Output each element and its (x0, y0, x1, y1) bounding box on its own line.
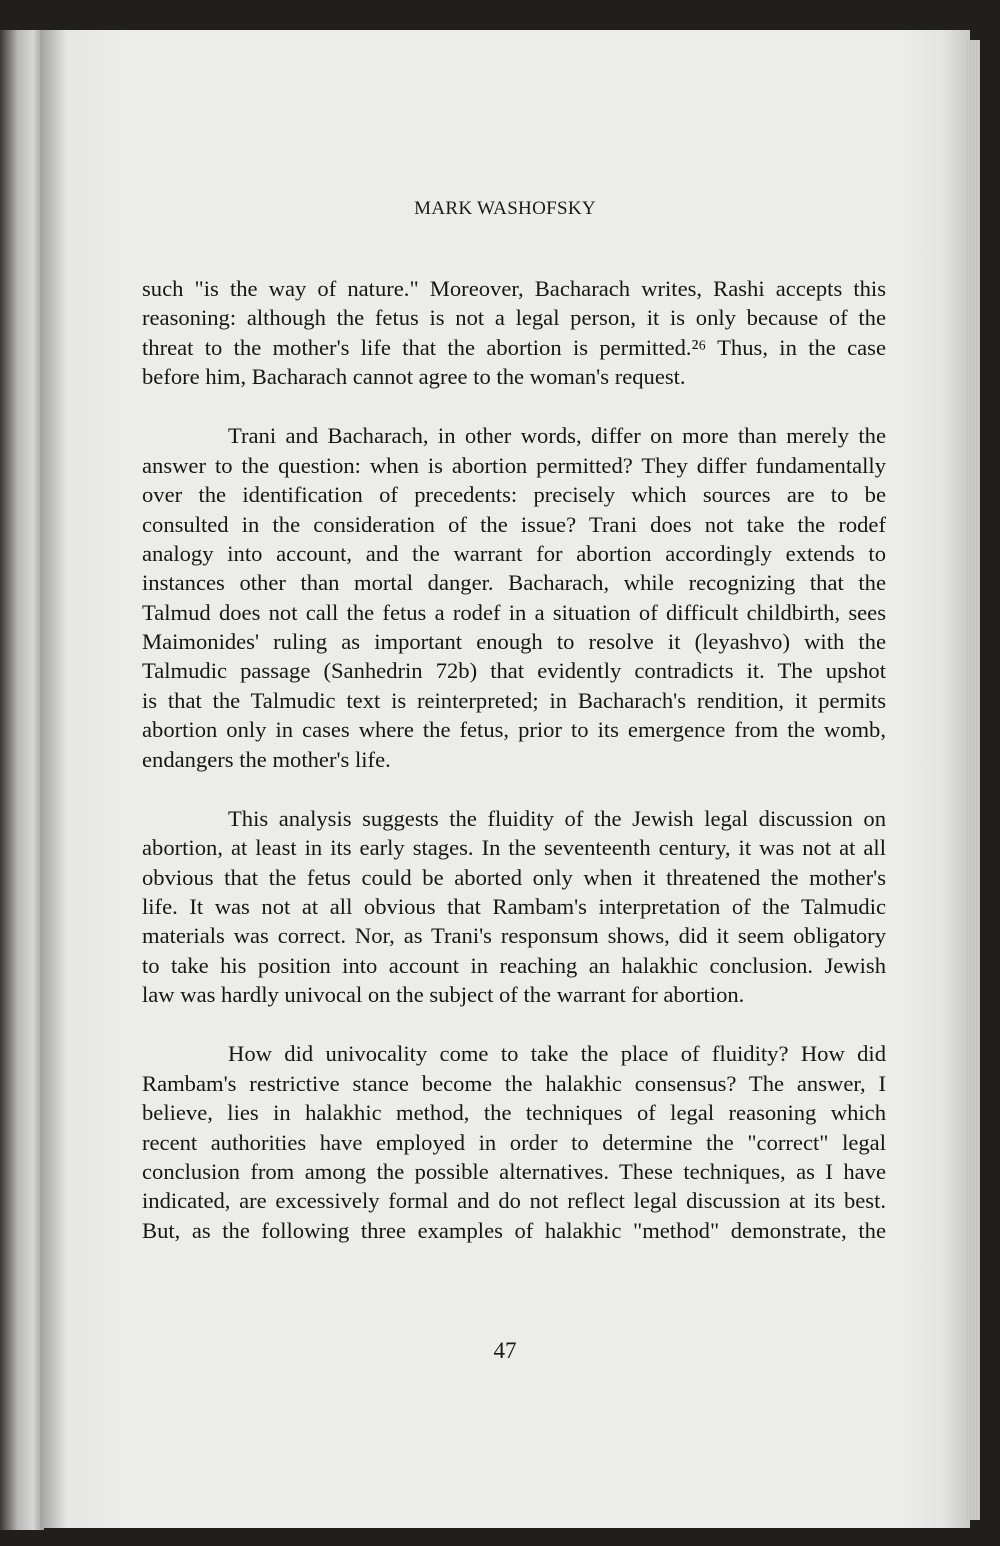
running-head: MARK WASHOFSKY (414, 198, 596, 219)
text-line: to take his position into account in reaching an halakhic conclusion. Jewish (142, 952, 886, 978)
body-text (142, 274, 886, 1275)
left-page-edge (0, 30, 44, 1530)
text-line: consulted in the consideration of the issue? Trani does not take the rodef (142, 511, 886, 537)
text-line: recent authorities have employed in order to determine the "correct" legal (142, 1129, 886, 1155)
text-line: believe, lies in halakhic method, the techniques of legal reasoning which (142, 1100, 886, 1126)
text-line: endangers the mother's life. (142, 746, 391, 772)
text-line: threat to the mother's life that the abortion is permitted.²⁶ Thus, in the case (142, 334, 886, 360)
text-line: How did univocality come to take the place of fluidity? How did (228, 1041, 886, 1067)
text-line: Talmudic passage (Sanhedrin 72b) that evidently contradicts it. The upshot (142, 658, 886, 684)
text-line: before him, Bacharach cannot agree to the woman's request. (142, 364, 686, 390)
text-line: This analysis suggests the fluidity of the Jewish legal discussion on (228, 805, 886, 831)
text-line: But, as the following three examples of halakhic "method" demonstrate, the (142, 1217, 886, 1243)
text-line: abortion, at least in its early stages. In the seventeenth century, it was not at all (142, 835, 886, 861)
text-line: abortion only in cases where the fetus, prior to its emergence from the womb, (142, 717, 886, 743)
text-line: Maimonides' ruling as important enough to resolve it (leyashvo) with the (142, 629, 886, 655)
text-line: analogy into account, and the warrant for abortion accordingly extends to (142, 540, 886, 566)
spine-shadow (40, 30, 66, 1528)
text-line: indicated, are excessively formal and do not reflect legal discussion at its best. (142, 1188, 886, 1214)
paragraph-4 (142, 1039, 886, 1245)
text-line: answer to the question: when is abortion permitted? They differ fundamentally (142, 452, 886, 478)
paragraph-2 (142, 421, 886, 774)
paragraph-3 (142, 804, 886, 1010)
text-line: law was hardly univocal on the subject of the warrant for abortion. (142, 982, 745, 1008)
text-line: obvious that the fetus could be aborted only when it threatened the mother's (142, 864, 886, 890)
text-line: Talmud does not call the fetus a rodef in a situation of difficult childbirth, sees (142, 599, 886, 625)
text-line: is that the Talmudic text is reinterpreted; in Bacharach's rendition, it permits (142, 687, 886, 713)
text-line: over the identification of precedents: precisely which sources are to be (142, 482, 886, 508)
text-line: Rambam's restrictive stance become the halakhic consensus? The answer, I (142, 1070, 886, 1096)
text-line: instances other than mortal danger. Bacharach, while recognizing that the (142, 570, 886, 596)
text-line: reasoning: although the fetus is not a legal person, it is only because of the (142, 305, 886, 331)
text-line: conclusion from among the possible alternatives. These techniques, as I have (142, 1158, 886, 1184)
text-line: Trani and Bacharach, in other words, differ on more than merely the (228, 423, 886, 449)
page-stack-edge (966, 40, 980, 1520)
text-line: such "is the way of nature." Moreover, Bacharach writes, Rashi accepts this (142, 276, 886, 301)
text-line: materials was correct. Nor, as Trani's responsum shows, did it seem obligatory (142, 923, 886, 949)
paragraph-1 (142, 274, 886, 392)
page-number: 47 (493, 1338, 517, 1363)
text-line: life. It was not at all obvious that Rambam's interpretation of the Talmudic (142, 894, 886, 920)
